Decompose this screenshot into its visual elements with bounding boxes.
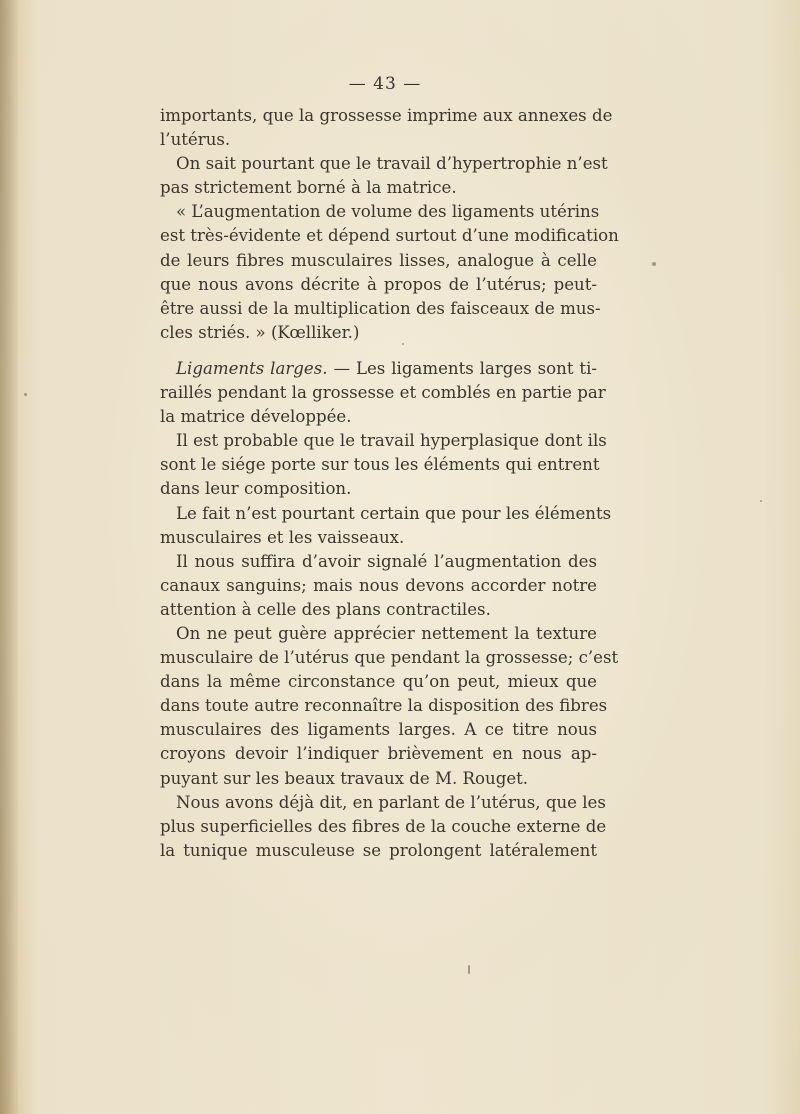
text-line: Il est probable que le travail hyperplasique dont ils (176, 431, 607, 451)
text-line: de leurs fibres musculaires lisses, analogue à celle (160, 250, 597, 270)
text-line: canaux sanguins; mais nous devons accorder notre (160, 575, 597, 595)
text-line: sont le siége porte sur tous les éléments qui entrent (160, 455, 600, 475)
paper-speck (24, 393, 27, 396)
text-line: la matrice développée. (160, 407, 352, 427)
text-line: dans leur composition. (160, 479, 352, 499)
text-line: importants, que la grossesse imprime aux annexes de (160, 106, 613, 125)
paper-speck (652, 262, 656, 266)
text-line: l’utérus. (160, 130, 231, 150)
section-heading-line (160, 357, 597, 381)
text-line: musculaires et les vaisseaux. (160, 527, 405, 547)
page-binding-edge (0, 0, 18, 1114)
section-heading: Ligaments larges. (176, 358, 328, 378)
text-line: raillés pendant la grossesse et comblés en partie par (160, 383, 606, 403)
text-line: que nous avons décrite à propos de l’utérus; peut- (160, 274, 597, 294)
text-line: croyons devoir l’indiquer brièvement en nous ap- (160, 744, 597, 764)
body-text (160, 104, 619, 863)
text-line: Nous avons déjà dit, en parlant de l’utérus, que les (176, 792, 606, 812)
text-line: plus superficielles des fibres de la couche externe de (160, 816, 607, 836)
text-line: être aussi de la multiplication des faisceaux de mus- (160, 298, 601, 318)
text-line: Le fait n’est pourtant certain que pour les éléments (176, 503, 612, 523)
text-line: attention à celle des plans contractiles. (160, 599, 491, 619)
text-line: puyant sur les beaux travaux de M. Rouget. (160, 768, 529, 788)
text-line: la tunique musculeuse se prolongent latéralement (160, 840, 597, 860)
paper-speck (468, 965, 470, 974)
paper-speck (402, 343, 404, 345)
text-line: dans la même circonstance qu’on peut, mieux que (160, 672, 597, 692)
paper-speck (760, 500, 762, 502)
text-line-rest: — Les ligaments larges sont ti- (327, 358, 597, 378)
text-line: « L’augmentation de volume des ligaments utérins (176, 202, 600, 222)
text-line: Il nous suffira d’avoir signalé l’augmentation des (176, 551, 597, 571)
text-line: On sait pourtant que le travail d’hypertrophie n’est (176, 154, 608, 174)
text-line: On ne peut guère apprécier nettement la texture (176, 623, 597, 643)
text-line: cles striés. » (Kœlliker.) (160, 322, 360, 342)
text-line: pas strictement borné à la matrice. (160, 178, 457, 198)
text-line: dans toute autre reconnaître la disposition des fibres (160, 696, 608, 716)
text-line: est très-évidente et dépend surtout d’une modification (160, 226, 619, 246)
page-number: — 43 — (348, 74, 422, 94)
text-line: musculaires des ligaments larges. A ce titre nous (160, 720, 597, 740)
text-line: musculaire de l’utérus que pendant la grossesse; c’est (160, 648, 619, 668)
